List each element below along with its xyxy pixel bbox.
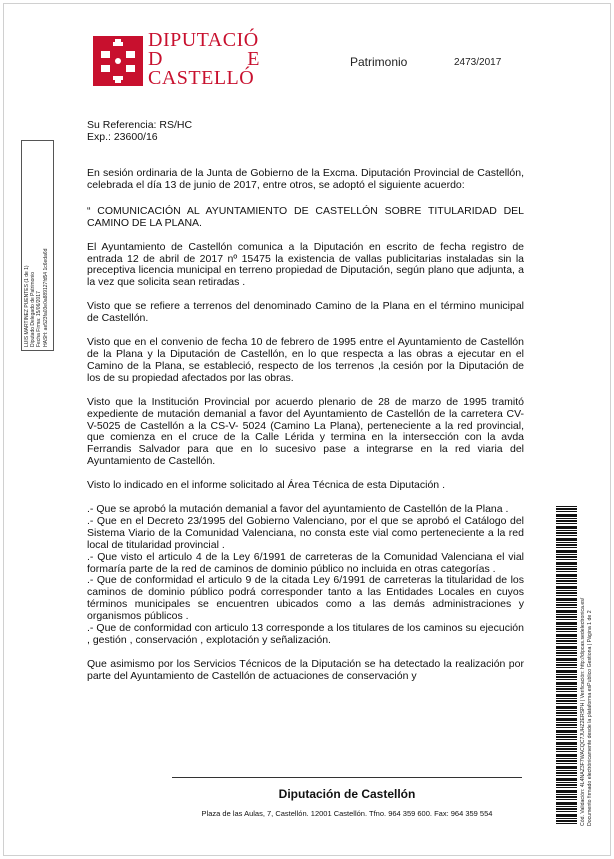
paragraph-intro: En sesión ordinaria de la Junta de Gobierno de la Excma. Diputación Provincial de Castellón, celebrada el día 13 de junio de 2017, entre otros, se adoptó el siguiente acuerdo: [87,167,524,191]
paragraph-visto-2: Visto que en el convenio de fecha 10 de febrero de 1995 entre el Ayuntamiento de Castellón de la Plana y la Diputación de Castellón, en lo que respecta a las obras a ejecutar en el Camino de la Plana, se estableció, respecto de los terrenos ,la cesión por la Diputación de los de su propiedad afectados por las obras. [87,336,524,384]
paragraph-asimismo: Que asimismo por los Servicios Técnicos de la Diputación se ha detectado la realización por parte del Ayuntamiento de Castellón de actuaciones de conservación y [87,657,524,682]
logo-line-1: DIPUTACIÓ [148,29,259,51]
barcode-icon [556,506,577,826]
footer-name: Diputación de Castellón [278,787,416,801]
footer-divider [172,777,522,778]
paragraph-visto-1: Visto que se refiere a terrenos del denominado Camino de la Plana en el término municipal de Castellón. [87,300,524,325]
verification-line-2: Documento firmado electrónicamente desde la plataforma esPublico Gestiona | Página 1 de 2 [586,610,593,826]
diputacion-logo-icon [93,36,143,86]
signature-line-2: Diputado Delegado de Patrimonio [30,271,37,347]
footer-address: Plaza de las Aulas, 7, Castellón. 12001 Castellón. Tfno. 964 359 600. Fax: 964 359 554 [201,809,493,818]
expedient-line: Exp.: 23600/16 [87,131,158,143]
reference-block [87,119,192,143]
logo-line-3: CASTELLÓ [148,67,255,89]
verification-text [580,506,602,826]
reference-line: Su Referencia: RS/HC [87,119,193,131]
logo-line-2-right: E [247,48,260,70]
logo-line-2-left: D [148,48,163,70]
signature-box [21,140,54,351]
paragraph-title: “ COMUNICACIÓN AL AYUNTAMIENTO DE CASTELLÓN SOBRE TITULARIDAD DEL CAMINO DE LA PLANA. [87,204,524,229]
list-item: .- Que de conformidad con articulo 13 corresponde a los titulares de los caminos su ejecución , gestión , conservación , explotación y señalización. [87,622,524,646]
document-number: 2473/2017 [454,57,502,68]
signature-line-1: LUIS MARTINEZ PUENTES (1 de 1) [24,265,30,347]
department-label: Patrimonio [350,55,408,69]
signature-line-3: Fecha Firma: 15/06/2017 [36,291,43,347]
document-body [87,168,524,683]
list-item: .- Que se aprobó la mutación demanial a favor del ayuntamiento de Castellón de la Plana . [87,503,509,516]
signature-text [24,144,50,347]
list-item: .- Que en el Decreto 23/1995 del Gobierno Valenciano, por el que se aprobó el Catálogo del Sistema Viario de la Comunidad Valenciana, no consta este vial como perteneciente a la red local de titularidad provincial . [87,514,524,551]
verification-line-1: Cód. Validación: 4L4NAZ3F7WACQC7JUHZ2ERSPH | Verificación: http://dipcas.sedelectronica.es/ [580,597,586,826]
signature-line-4: HASH: ae523fa03e0a889127fd54 1c6eda6d [42,248,49,347]
logo-wordmark [148,31,268,88]
paragraph-visto-3: Visto que la Institución Provincial por acuerdo plenario de 28 de marzo de 1995 tramitó expediente de mutación demanial a favor del Ayuntamiento de Castellón de la carretera CV-V-5025 de Castellón a la CS-V- 5024 (Camino La Plana), perteneciente a la red provincial, que comienza en el cruce de la Calle Lérida y termina en la intersección con la avda Ferrandis Salvador para que en lo sucesivo pase a integrarse en la red viaria del Ayuntamiento de Castellón. [87,395,524,468]
list-item: .- Que visto el articulo 4 de la Ley 6/1991 de carreteras de la Comunidad Valenciana el vial formaría parte de la red de caminos de dominio público no incluida en otras categorías . [87,550,524,575]
list-item: .- Que de conformidad el articulo 9 de la citada Ley 6/1991 de carreteras la titularidad de los caminos de dominio público podrá corresponder tanto a las Entidades Locales en cuyos términos municipales se encuentren ubicados como a las demás administraciones y organismos públicos . [87,574,524,623]
paragraph-visto-4: Visto lo indicado en el informe solicitado al Área Técnica de esta Diputación . [87,479,445,492]
paragraph-communication: El Ayuntamiento de Castellón comunica a la Diputación en escrito de fecha registro de entrada 12 de abril de 2017 nº 15475 la existencia de vallas publicitarias instaladas sin la preceptiva licencia municipal en terreno propiedad de Diputación, según plano que adjunta, a la vez que solicita sean retiradas . [87,240,524,289]
